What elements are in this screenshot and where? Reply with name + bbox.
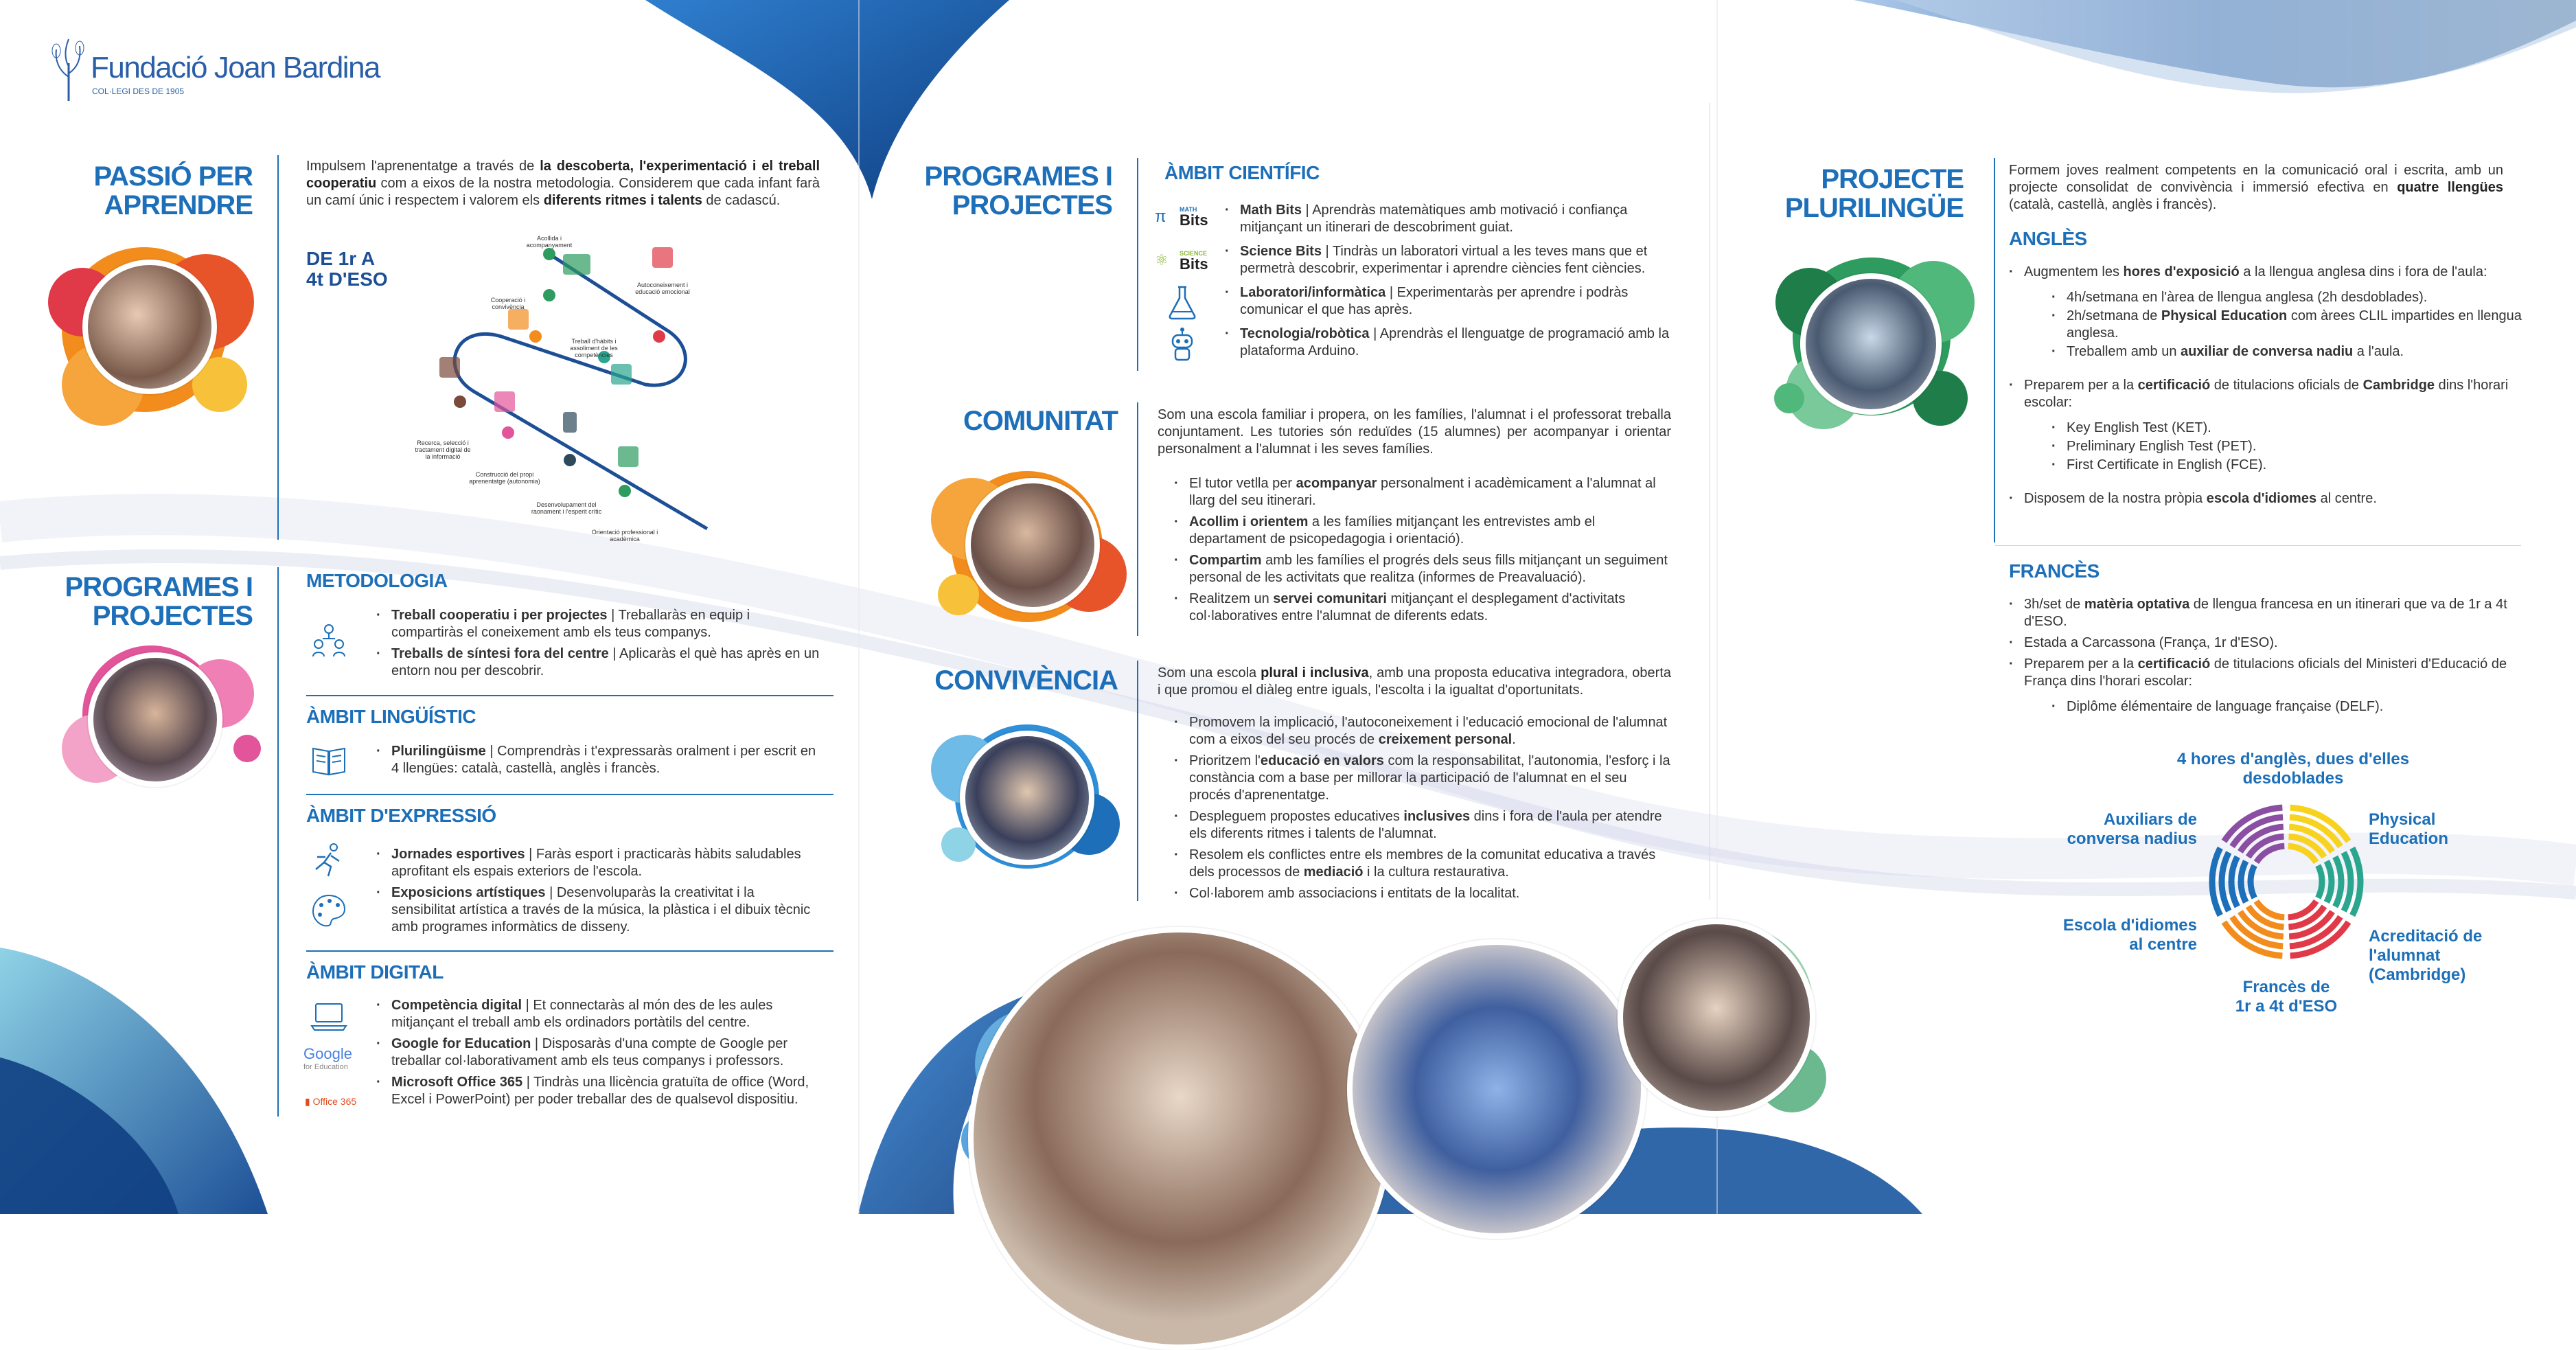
list-item (1174, 808, 1671, 843)
diagram-label-8: Orientació professional i acadèmica (591, 529, 658, 542)
item-text: | Aplicaràs el què has après en un entorn nou per descobrir. (391, 646, 820, 678)
math-big: Bits (1180, 211, 1208, 229)
left-programes-title-line2: PROJECTES (92, 601, 253, 631)
list-item (1174, 591, 1671, 625)
divider (306, 794, 833, 795)
office-word: Office 365 (312, 1096, 357, 1107)
wheel-left-top-line2: conversa nadius (2067, 830, 2197, 848)
expressio-list (376, 846, 820, 940)
list-item (376, 997, 820, 1031)
flask-icon (1167, 284, 1197, 320)
item-bold: Physical Education (2161, 308, 2288, 323)
item-text: | Experimentaràs per aprendre i podràs comunicar el que has après. (1240, 285, 1629, 317)
list-item (2009, 490, 2525, 507)
wheel-left-top-line1: Auxiliars de (2103, 810, 2197, 829)
item-pre: Disposem de la nostra pròpia (2024, 491, 2207, 506)
passio-title (69, 162, 253, 220)
diagram-label-6: Construcció del propi aprenentatge (autonomia) (469, 471, 540, 485)
diagram-label-4: Treball d'hàbits i assoliment de les competències (570, 338, 618, 358)
left-programes-title-line1: PROGRAMES I (65, 572, 253, 602)
list-item (376, 1074, 820, 1108)
wheel-top-line2: desdoblades (2242, 769, 2344, 788)
item-text: . (1512, 732, 1516, 747)
item-text: | Tindràs una llicència gratuïta de office (Word, Excel i PowerPoint) per poder treballar des de qualsevol dispositiu. (391, 1075, 809, 1107)
photo-students-classroom (88, 652, 222, 787)
item-pre: Preparem per a la (2024, 378, 2138, 393)
science-big: Bits (1180, 255, 1208, 273)
angles-list (2009, 264, 2525, 507)
linguistic-heading: ÀMBIT LINGÜÍSTIC (306, 706, 476, 727)
item-bold: Competència digital (391, 998, 522, 1013)
wheel-right-bottom-line1: Acreditació de (2369, 927, 2483, 946)
atom-icon: ⚛ (1155, 251, 1169, 268)
list-item (2051, 343, 2525, 361)
pi-icon: π (1155, 207, 1166, 226)
item-text: dins l'horari escolar: (2024, 378, 2509, 410)
item-bold: Plurilingüisme (391, 744, 486, 759)
passio-intro-post: de cadascú. (702, 193, 781, 208)
laptop-icon (310, 997, 347, 1034)
photo-girl-writing (965, 478, 1100, 613)
wheel-segment (2256, 901, 2284, 917)
item-bold: Compartim (1189, 553, 1262, 568)
passio-intro (306, 158, 820, 209)
item-pre: Augmentem les (2024, 264, 2124, 279)
item-text: amb les famílies el progrés dels seus fills mitjançant un seguiment personal de les activitats que realitza (informes de Preavaluació). (1189, 553, 1668, 585)
diagram-label-5: Recerca, selecció i tractament digital de la informació (415, 439, 471, 460)
photo-3d-printer (1347, 939, 1646, 1239)
book-icon (310, 742, 347, 779)
photo-classroom-group (968, 927, 1391, 1350)
convivencia-intro-bold: plural i inclusiva (1261, 665, 1369, 680)
wheel-segment (2256, 846, 2284, 862)
brand-name: Fundació Joan Bardina (91, 51, 380, 84)
wheel-segment (2344, 852, 2351, 911)
list-item: · Diplôme élémentaire de language française (DELF). (2051, 698, 2525, 716)
range-label (306, 249, 388, 290)
convivencia-title: CONVIVÈNCIA (934, 665, 1118, 696)
item-text: a l'aula. (2353, 344, 2404, 359)
photo-science-lab (1800, 273, 1942, 415)
item-bold: Microsoft Office 365 (391, 1075, 523, 1090)
google-sub: for Education (303, 1063, 348, 1071)
item-pre: 4h/setmana en l'àrea de llengua anglesa (2h desdoblades). (2067, 290, 2428, 305)
wheel-segment (2288, 901, 2316, 917)
range-line2: 4t D'ESO (306, 268, 388, 290)
item-bold: inclusives (1403, 809, 1471, 824)
wheel-label-left-bottom (2046, 916, 2197, 954)
divider (306, 695, 833, 696)
metodologia-list (376, 607, 820, 684)
item-text: com àrees CLIL impartides en llengua anglesa. (2067, 308, 2522, 341)
item-text: de titulacions oficials del Ministeri d'Educació de França dins l'horari escolar: (2024, 656, 2507, 689)
convivencia-list (1174, 714, 1671, 906)
cientific-list (1225, 202, 1681, 364)
mid-programes-title (913, 162, 1112, 220)
angles-heading: ANGLÈS (2009, 228, 2087, 249)
item-bold: mediació (1303, 865, 1364, 880)
divider (277, 567, 279, 1117)
wheel-right-bottom-line2: l'alumnat (2369, 946, 2441, 965)
passio-intro-bold1: la descoberta, l'experimentació i el treball cooperatiu (306, 159, 820, 191)
science-small: SCIENCE (1180, 250, 1208, 257)
math-small: MATH (1180, 206, 1197, 213)
brand-logo (48, 36, 405, 111)
office-icon: ▮ (305, 1096, 313, 1107)
divider (1995, 545, 2521, 546)
item-pre: El tutor vetlla per (1189, 476, 1296, 491)
list-item (1174, 552, 1671, 586)
list-item (2009, 596, 2525, 630)
wheel-segment (2222, 852, 2229, 911)
item-bold: servei comunitari (1273, 591, 1387, 606)
comunitat-title: COMUNITAT (963, 406, 1118, 436)
comunitat-list (1174, 475, 1671, 629)
palette-icon (310, 893, 347, 930)
item-mid: de titulacions oficials de (2210, 378, 2363, 393)
item-bold: creixement personal (1378, 732, 1513, 747)
wheel-label-bottom (2211, 978, 2362, 1016)
item-text: | Tindràs un laboratori virtual a les teves mans que et permetrà descobrir, experimentar i aprendre ciències fent ciències. (1240, 244, 1648, 276)
passio-title-line1: PASSIÓ PER (93, 161, 253, 192)
item-text: com la responsabilitat, l'autonomia, l'esforç i la constància com a base per millorar la participació de l'alumnat en el seu procés d'aprenentatge. (1189, 753, 1670, 803)
item-bold: Laboratori/informàtica (1240, 285, 1386, 300)
item-bold: hores d'exposició (2123, 264, 2240, 279)
mid-programes-title-line2: PROJECTES (952, 190, 1112, 220)
plurilingue-intro-post: (català, castellà, anglès i francès). (2009, 197, 2217, 212)
item-bold: Tecnologia/robòtica (1240, 326, 1370, 341)
list-item (2009, 377, 2525, 474)
passio-intro-bold2: diferents ritmes i talents (543, 193, 702, 208)
google-word: Google (303, 1045, 352, 1062)
item-pre: Treballem amb un (2067, 344, 2181, 359)
diagram-label-3: Cooperació i convivència (490, 297, 526, 310)
wheel-left-bottom-line1: Escola d'idiomes (2062, 916, 2197, 935)
item-text: a les famílies mitjançant les entrevistes amb el departament de psicopedagogia i orientació). (1189, 514, 1596, 547)
list-item (376, 884, 820, 936)
wheel-right-top-line2: Education (2369, 830, 2449, 848)
plurilingue-title-line1: PROJECTE (1821, 164, 1964, 194)
wheel-left-bottom-line2: al centre (2129, 935, 2197, 954)
wheel-label-right-top (2369, 810, 2506, 849)
diagram-label-7: Desenvolupament del raonament i l'esperit crític (531, 501, 602, 515)
wheel-label-top (2149, 750, 2437, 788)
item-text: | Desenvoluparàs la creativitat i la sensibilitat artística a través de la música, la plàstica i el dibuix tècnic amb programes informàtics de disseny. (391, 885, 811, 935)
list-item (1225, 243, 1681, 277)
item-bold: Treball cooperatiu i per projectes (391, 608, 608, 623)
item-bold: matèria optativa (2084, 597, 2190, 612)
item-bold: Google for Education (391, 1036, 531, 1051)
wheel-label-right-bottom (2369, 927, 2506, 985)
item-bold: Treballs de síntesi fora del centre (391, 646, 609, 661)
passio-title-line2: APRENDRE (104, 190, 253, 220)
diagram-label-1: Acollida i acompanyament (526, 235, 573, 249)
list-item (2009, 634, 2525, 652)
linguistic-list (376, 743, 820, 781)
wheel-top-line1: 4 hores d'anglès, dues d'elles (2176, 750, 2410, 768)
list-item (376, 743, 820, 777)
wheel-segment (2241, 861, 2246, 902)
item-pre: 2h/setmana de (2067, 308, 2161, 323)
list-item (1174, 714, 1671, 748)
plurilingue-intro-bold: quatre llengües (2397, 180, 2504, 195)
photo-students-desk (82, 260, 217, 394)
item-pre: Despleguem propostes educatives (1189, 809, 1404, 824)
item-bold: auxiliar de conversa nadiu (2181, 344, 2354, 359)
angles-sublist (2051, 289, 2525, 361)
wheel-segment (2251, 865, 2255, 897)
item-pre: Preparem per a la (2024, 656, 2138, 672)
list-item (2009, 264, 2525, 361)
wheel-segment (2318, 865, 2322, 897)
wheel-right-bottom-line3: (Cambridge) (2369, 965, 2466, 984)
digital-heading: ÀMBIT DIGITAL (306, 961, 444, 983)
item-text: | Et connectaràs al món des de les aules mitjançant el treball amb els ordinadors portàtils del centre. (391, 998, 773, 1030)
plurilingue-intro-pre: Formem joves realment competents en la comunicació oral i escrita, amb un projecte consolidat de convivència i immersió efectiva en (2009, 163, 2503, 195)
item-pre: Realitzem un (1189, 591, 1274, 606)
diagram-label-2: Autoconeixement i educació emocional (635, 282, 690, 295)
item-text: de llengua francesa en un itinerari que va de 1r a 4t d'ESO. (2024, 597, 2507, 629)
plurilingue-title-line2: PLURILINGÜE (1784, 193, 1964, 223)
item-bold: certificació (2137, 378, 2211, 393)
item-bold: Jornades esportives (391, 847, 525, 862)
office-logo (305, 1096, 356, 1108)
list-item: · First Certificate in English (FCE). (2051, 457, 2525, 474)
divider (277, 155, 279, 540)
mid-programes-title-line1: PROGRAMES I (924, 161, 1112, 192)
item-pre: Estada a Carcassona (França, 1r d'ESO). (2024, 635, 2278, 650)
plurilingue-intro (2009, 162, 2503, 214)
list-item (1225, 202, 1681, 236)
item-bold2: Cambridge (2362, 378, 2435, 393)
convivencia-intro (1158, 665, 1671, 699)
item-pre: Promovem la implicació, l'autoconeixement i l'educació emocional de l'alumnat com a eixos del seu procés de (1189, 715, 1668, 747)
item-text: al centre. (2316, 491, 2377, 506)
item-bold: Science Bits (1240, 244, 1322, 259)
list-item (1225, 325, 1681, 360)
tree-logo-icon (48, 36, 89, 104)
item-text: mitjançant el desplegament d'activitats col·laboratives entre l'alumnat de diferents edats. (1189, 591, 1626, 623)
delf-sublist (2051, 698, 2525, 716)
range-line1: DE 1r A (306, 248, 376, 269)
convivencia-intro-post: , amb una proposta educativa integradora, oberta i que promou el diàleg entre iguals, l'escolta i la igualtat d'oportunitats. (1158, 665, 1672, 698)
list-item (2009, 656, 2525, 716)
wheel-segment (2231, 857, 2238, 907)
language-wheel (2204, 799, 2369, 964)
comunitat-intro: Som una escola familiar i propera, on les famílies, l'alumnat i el professorat treballa conjuntament. Les tutories són reduïdes (15 alumnes) per acompanyar i orientar personalment a l'alumnat i les seves famílies. (1158, 407, 1671, 457)
divider (1137, 158, 1138, 371)
google-education-logo (303, 1045, 365, 1071)
item-bold: educació en valors (1260, 753, 1384, 768)
item-pre: 3h/set de (2024, 597, 2084, 612)
expressio-heading: ÀMBIT D'EXPRESSIÓ (306, 805, 496, 826)
frances-list (2009, 596, 2525, 716)
wheel-label-left-top (2053, 810, 2197, 849)
item-text: i la cultura restaurativa. (1363, 865, 1509, 880)
item-bold: Exposicions artístiques (391, 885, 546, 900)
item-pre: Resolem els conflictes entre els membres de la comunitat educativa a través dels processos de (1189, 847, 1656, 880)
item-bold: certificació (2137, 656, 2211, 672)
divider (1137, 661, 1138, 901)
itinerary-diagram (398, 233, 714, 536)
left-programes-title (62, 573, 253, 630)
cambridge-sublist (2051, 420, 2525, 474)
list-item: · Preliminary English Test (PET). (2051, 438, 2525, 455)
photo-two-girls (960, 731, 1094, 865)
runner-icon (310, 842, 347, 879)
brand-tagline: COL·LEGI DES DE 1905 (92, 87, 185, 96)
item-text: dins i fora de l'aula per atendre els diferents ritmes i talents de l'alumnat. (1189, 809, 1662, 841)
item-text: | Disposaràs d'una compte de Google per treballar col·laborativament amb els teus companys i professors. (391, 1036, 788, 1068)
item-pre: Col·laborem amb associacions i entitats de la localitat. (1189, 886, 1520, 901)
item-text: | Aprendràs matemàtiques amb motivació i confiança mitjançant un itinerari de descobriment guiat. (1240, 203, 1628, 235)
convivencia-intro-pre: Som una escola (1158, 665, 1261, 680)
passio-intro-pre: Impulsem l'aprenentatge a través de (306, 159, 540, 174)
item-pre: Prioritzem l' (1189, 753, 1261, 768)
item-bold: Acollim i orientem (1189, 514, 1309, 529)
item-bold: acompanyar (1296, 476, 1377, 491)
photo-students-teacher (1618, 919, 1815, 1117)
item-text: personalment i acadèmicament a l'alumnat al llarg del seu itinerari. (1189, 476, 1656, 508)
list-item (376, 645, 820, 680)
plurilingue-title (1758, 165, 1964, 222)
item-bold: Math Bits (1240, 203, 1302, 218)
list-item (1174, 475, 1671, 510)
robot-icon (1167, 325, 1197, 363)
frances-heading: FRANCÈS (2009, 560, 2100, 582)
item-text: | Aprendràs el llenguatge de programació amb la plataforma Arduino. (1240, 326, 1670, 358)
wheel-segment (2335, 857, 2341, 907)
divider (1137, 402, 1138, 636)
item-bold: escola d'idiomes (2206, 491, 2317, 506)
frances-block (2009, 596, 2525, 720)
list-item (1174, 847, 1671, 881)
metodologia-heading: METODOLOGIA (306, 570, 448, 591)
divider (306, 950, 833, 952)
wheel-segment (2288, 846, 2316, 862)
list-item (1225, 284, 1681, 319)
list-item (376, 1036, 820, 1070)
list-item: · Key English Test (KET). (2051, 420, 2525, 437)
list-item (1174, 514, 1671, 548)
list-item (1174, 885, 1671, 902)
list-item (2051, 289, 2525, 306)
list-item (2051, 308, 2525, 342)
item-text: | Comprendràs i t'expressaràs oralment i per escrit en 4 llengües: català, castellà, anglès i francès. (391, 744, 816, 776)
divider (1994, 158, 1995, 542)
digital-list (376, 997, 820, 1112)
list-item (1174, 753, 1671, 804)
wheel-bottom-line2: 1r a 4t d'ESO (2235, 997, 2338, 1016)
wheel-bottom-line1: Francès de (2242, 978, 2330, 996)
passio-intro-mid: com a eixos de la nostra metodologia. Considerem que cada infant farà un camí únic i respectem i valorem els (306, 176, 820, 208)
cientific-heading: ÀMBIT CIENTÍFIC (1164, 162, 1320, 183)
item-text: a la llengua anglesa dins i fora de l'aula: (2239, 264, 2487, 279)
list-item (376, 846, 820, 880)
list-item (376, 607, 820, 641)
wheel-right-top-line1: Physical (2369, 810, 2436, 829)
item-text: | Treballaràs en equip i compartiràs el coneixement amb els teus companys. (391, 608, 750, 640)
item-text: | Faràs esport i practicaràs hàbits saludables aprofitant els espais exteriors de l'escola. (391, 847, 801, 879)
angles-block (2009, 264, 2525, 512)
wheel-segment (2327, 861, 2332, 902)
group-people-icon (310, 621, 347, 658)
